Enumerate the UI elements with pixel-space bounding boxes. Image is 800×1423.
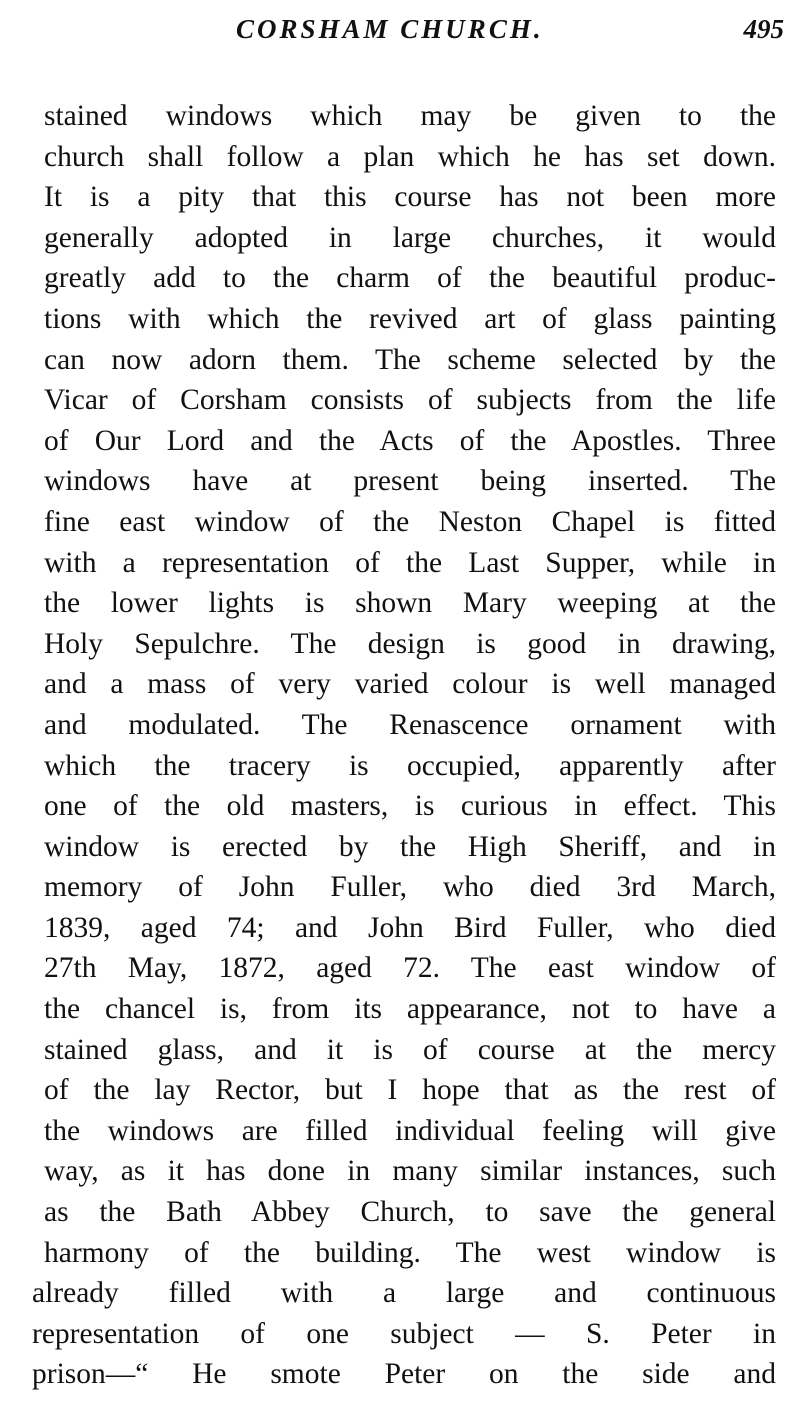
page-header: [0, 14, 800, 50]
text-line: church shall follow a plan which he has set down.: [44, 140, 776, 173]
text-line: window is erected by the High Sheriff, and in: [44, 830, 776, 863]
text-line: It is a pity that this course has not been more: [44, 181, 776, 214]
text-line: with a representation of the Last Supper, while in: [44, 546, 776, 579]
text-line: as the Bath Abbey Church, to save the general: [44, 1196, 776, 1229]
text-line: memory of John Fuller, who died 3rd March,: [44, 871, 776, 904]
text-line: harmony of the building. The west window is: [44, 1236, 776, 1269]
text-line: fine east window of the Neston Chapel is fitted: [44, 505, 776, 538]
text-line: generally adopted in large churches, it would: [44, 221, 776, 254]
text-line: stained glass, and it is of course at the mercy: [44, 1033, 776, 1066]
text-line: the windows are filled individual feeling will give: [44, 1114, 776, 1147]
text-line: windows have at present being inserted. The: [44, 465, 776, 498]
text-line: Holy Sepulchre. The design is good in drawing,: [44, 627, 776, 660]
text-line: stained windows which may be given to the: [44, 100, 776, 132]
text-line: representation of one subject — S. Peter in: [32, 1317, 776, 1350]
text-line: the chancel is, from its appearance, not to have a: [44, 993, 776, 1026]
text-line: way, as it has done in many similar instances, such: [44, 1155, 776, 1188]
text-line: and a mass of very varied colour is well managed: [44, 668, 776, 701]
text-line: one of the old masters, is curious in effect. This: [44, 790, 776, 823]
text-line: which the tracery is occupied, apparently after: [44, 749, 776, 782]
page-number: 495: [743, 14, 784, 44]
text-line: prison—“ He smote Peter on the side and: [32, 1358, 776, 1391]
text-line: and modulated. The Renascence ornament with: [44, 708, 776, 741]
running-title: CORSHAM CHURCH.: [236, 14, 544, 44]
text-line: already filled with a large and continuous: [32, 1277, 776, 1310]
text-line: 1839, aged 74; and John Bird Fuller, who died: [44, 911, 776, 944]
text-line: 27th May, 1872, aged 72. The east window of: [44, 952, 776, 985]
text-line: Vicar of Corsham consists of subjects from the life: [44, 384, 776, 417]
text-line: of the lay Rector, but I hope that as the rest of: [44, 1074, 776, 1107]
text-line: greatly add to the charm of the beautiful produc-: [44, 262, 776, 295]
text-line: tions with which the revived art of glass painting: [44, 302, 776, 335]
body-text: [32, 96, 776, 1395]
text-line: can now adorn them. The scheme selected by the: [44, 343, 776, 376]
text-line: of Our Lord and the Acts of the Apostles. Three: [44, 424, 776, 457]
text-line: the lower lights is shown Mary weeping at the: [44, 587, 776, 620]
